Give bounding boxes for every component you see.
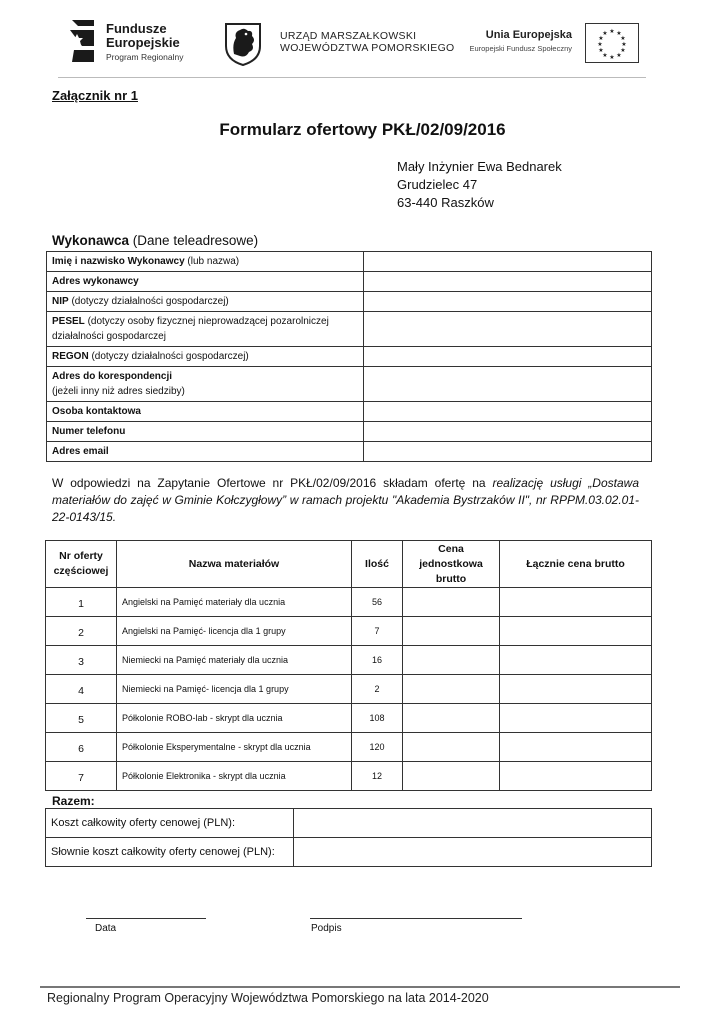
table-row bbox=[46, 762, 652, 791]
row-qty: 2 bbox=[352, 675, 403, 704]
recipient-name: Mały Inżynier Ewa Bednarek bbox=[397, 159, 562, 174]
total-price-field[interactable] bbox=[500, 733, 652, 762]
unit-price-field[interactable] bbox=[403, 646, 500, 675]
table-row bbox=[47, 312, 652, 347]
um-line2: WOJEWÓDZTWA POMORSKIEGO bbox=[280, 42, 455, 54]
unit-price-field[interactable] bbox=[403, 617, 500, 646]
totals-label: Razem: bbox=[52, 794, 95, 808]
row-nr: 2 bbox=[46, 617, 117, 646]
date-label: Data bbox=[95, 923, 117, 934]
header-total-price: Łącznie cena brutto bbox=[500, 541, 652, 588]
contractor-pesel-field[interactable] bbox=[364, 312, 652, 347]
contractor-label: Imię i nazwisko Wykonawcy (lub nazwa) bbox=[47, 252, 364, 272]
table-row bbox=[46, 809, 652, 838]
row-qty: 56 bbox=[352, 588, 403, 617]
table-row bbox=[46, 733, 652, 762]
svg-text:★: ★ bbox=[609, 54, 615, 61]
annex-label: Załącznik nr 1 bbox=[52, 88, 138, 103]
contractor-label: Adres do korespondencji (jeżeli inny niż adres siedziby) bbox=[47, 367, 364, 402]
contractor-correspondence-field[interactable] bbox=[364, 367, 652, 402]
row-name: Angielski na Pamięć materiały dla ucznia bbox=[117, 588, 352, 617]
row-nr: 7 bbox=[46, 762, 117, 791]
contractor-name-field[interactable] bbox=[364, 252, 652, 272]
row-name: Półkolonie Elektronika - skrypt dla ucznia bbox=[117, 762, 352, 791]
total-cost-field[interactable] bbox=[294, 809, 652, 838]
unia-europejska-logo-text bbox=[454, 29, 572, 53]
table-row bbox=[47, 442, 652, 462]
table-row bbox=[47, 292, 652, 312]
row-qty: 12 bbox=[352, 762, 403, 791]
header-divider bbox=[58, 77, 646, 78]
ue-line2: Europejski Fundusz Społeczny bbox=[469, 44, 572, 53]
signature-label: Podpis bbox=[311, 923, 342, 934]
fundusze-europejskie-logo-text bbox=[106, 22, 183, 64]
contractor-section-title bbox=[52, 233, 258, 248]
um-line1: URZĄD MARSZAŁKOWSKI bbox=[280, 30, 417, 42]
contractor-label: Osoba kontaktowa bbox=[47, 402, 364, 422]
row-name: Angielski na Pamięć- licencja dla 1 grupy bbox=[117, 617, 352, 646]
header-name: Nazwa materiałów bbox=[117, 541, 352, 588]
total-price-field[interactable] bbox=[500, 646, 652, 675]
contractor-nip-field[interactable] bbox=[364, 292, 652, 312]
unit-price-field[interactable] bbox=[403, 733, 500, 762]
unit-price-field[interactable] bbox=[403, 675, 500, 704]
contractor-label: NIP (dotyczy działalności gospodarczej) bbox=[47, 292, 364, 312]
total-cost-words-field[interactable] bbox=[294, 838, 652, 867]
contractor-label: Numer telefonu bbox=[47, 422, 364, 442]
fundusze-europejskie-logo-icon bbox=[68, 18, 98, 64]
table-row bbox=[46, 617, 652, 646]
svg-text:★: ★ bbox=[609, 28, 615, 35]
contractor-regon-field[interactable] bbox=[364, 347, 652, 367]
date-line[interactable] bbox=[86, 918, 206, 919]
offer-table bbox=[45, 540, 652, 791]
svg-text:★: ★ bbox=[597, 41, 603, 48]
recipient-city: 63-440 Raszków bbox=[397, 195, 494, 210]
table-row bbox=[46, 838, 652, 867]
fe-line3: Program Regionalny bbox=[106, 52, 184, 62]
svg-text:★: ★ bbox=[620, 35, 626, 42]
paragraph-italic: realizację usługi „Dostawa materiałów do zajęć w Gminie Kołczygłowy” w ramach projektu "Akademia Bystrzaków II", nr RPPM.03.02.01-22-0143/15. bbox=[52, 476, 639, 524]
row-qty: 120 bbox=[352, 733, 403, 762]
fe-line1: Fundusze bbox=[106, 21, 167, 36]
page-title: Formularz ofertowy PKŁ/02/09/2016 bbox=[219, 120, 506, 139]
total-price-field[interactable] bbox=[500, 675, 652, 704]
recipient-address bbox=[397, 158, 562, 212]
table-row bbox=[46, 646, 652, 675]
total-price-field[interactable] bbox=[500, 588, 652, 617]
pomorskie-griffin-crest-icon bbox=[222, 22, 264, 66]
svg-text:★: ★ bbox=[616, 30, 622, 37]
row-name: Niemiecki na Pamięć materiały dla ucznia bbox=[117, 646, 352, 675]
table-row bbox=[47, 367, 652, 402]
svg-text:★: ★ bbox=[602, 52, 608, 59]
row-name: Półkolonie ROBO-lab - skrypt dla ucznia bbox=[117, 704, 352, 733]
table-row bbox=[47, 272, 652, 292]
eu-flag-icon bbox=[585, 23, 639, 63]
row-nr: 6 bbox=[46, 733, 117, 762]
contractor-label: PESEL (dotyczy osoby fizycznej nieprowadzącej pozarolniczej działalności gospodarczej bbox=[47, 312, 364, 347]
unit-price-field[interactable] bbox=[403, 704, 500, 733]
total-price-field[interactable] bbox=[500, 762, 652, 791]
contractor-section-bold: Wykonawca bbox=[52, 233, 130, 248]
table-row bbox=[46, 588, 652, 617]
row-nr: 4 bbox=[46, 675, 117, 704]
unit-price-field[interactable] bbox=[403, 762, 500, 791]
row-nr: 3 bbox=[46, 646, 117, 675]
row-qty: 7 bbox=[352, 617, 403, 646]
total-price-field[interactable] bbox=[500, 704, 652, 733]
total-cost-words-label: Słownie koszt całkowity oferty cenowej (PLN): bbox=[46, 838, 294, 867]
urzad-marszalkowski-logo-text bbox=[280, 30, 455, 54]
contractor-label: Adres email bbox=[47, 442, 364, 462]
table-row bbox=[46, 675, 652, 704]
contractor-table bbox=[46, 251, 652, 462]
offer-paragraph bbox=[52, 475, 639, 526]
header-qty: Ilość bbox=[352, 541, 403, 588]
contractor-address-field[interactable] bbox=[364, 272, 652, 292]
svg-text:★: ★ bbox=[620, 47, 626, 54]
svg-text:★: ★ bbox=[616, 52, 622, 59]
signature-line[interactable] bbox=[310, 918, 522, 919]
contractor-label: Adres wykonawcy bbox=[47, 272, 364, 292]
table-header-row bbox=[46, 541, 652, 588]
svg-text:★: ★ bbox=[602, 30, 608, 37]
footer-divider bbox=[40, 986, 680, 988]
row-qty: 108 bbox=[352, 704, 403, 733]
recipient-street: Grudzielec 47 bbox=[397, 177, 478, 192]
header-nr: Nr oferty częściowej bbox=[46, 541, 117, 588]
fe-line2: Europejskie bbox=[106, 35, 180, 50]
paragraph-plain: W odpowiedzi na Zapytanie Ofertowe nr PKŁ/02/09/2016 składam ofertę na bbox=[52, 476, 493, 490]
row-qty: 16 bbox=[352, 646, 403, 675]
totals-table bbox=[45, 808, 652, 867]
svg-text:★: ★ bbox=[621, 41, 627, 48]
total-price-field[interactable] bbox=[500, 617, 652, 646]
ue-line1: Unia Europejska bbox=[485, 29, 572, 41]
contractor-label: REGON (dotyczy działalności gospodarczej) bbox=[47, 347, 364, 367]
total-cost-label: Koszt całkowity oferty cenowej (PLN): bbox=[46, 809, 294, 838]
table-row bbox=[47, 252, 652, 272]
svg-text:★: ★ bbox=[598, 35, 604, 42]
contractor-phone-field[interactable] bbox=[364, 422, 652, 442]
contractor-email-field[interactable] bbox=[364, 442, 652, 462]
table-row bbox=[47, 422, 652, 442]
table-row bbox=[47, 402, 652, 422]
row-nr: 1 bbox=[46, 588, 117, 617]
row-name: Niemiecki na Pamięć- licencja dla 1 grupy bbox=[117, 675, 352, 704]
header-unit-price: Cena jednostkowa brutto bbox=[403, 541, 500, 588]
svg-text:★: ★ bbox=[598, 47, 604, 54]
footer-text: Regionalny Program Operacyjny Województwa Pomorskiego na lata 2014-2020 bbox=[47, 991, 489, 1005]
table-row bbox=[46, 704, 652, 733]
row-nr: 5 bbox=[46, 704, 117, 733]
row-name: Półkolonie Eksperymentalne - skrypt dla ucznia bbox=[117, 733, 352, 762]
contractor-section-rest: (Dane teleadresowe) bbox=[129, 233, 259, 248]
contractor-contact-field[interactable] bbox=[364, 402, 652, 422]
table-row bbox=[47, 347, 652, 367]
unit-price-field[interactable] bbox=[403, 588, 500, 617]
